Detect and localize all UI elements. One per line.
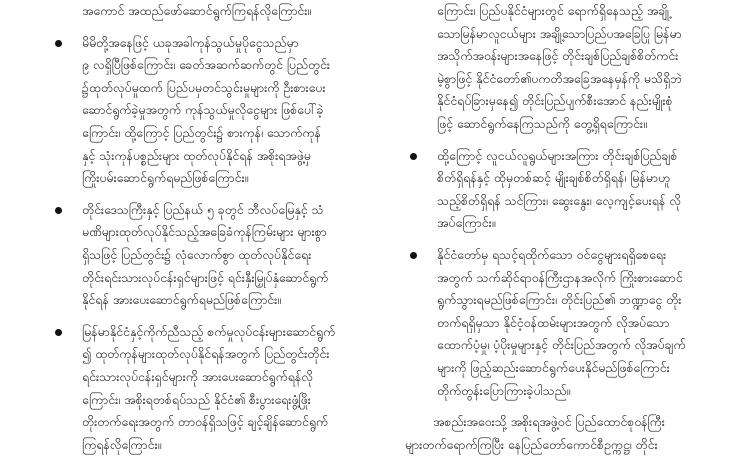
text-line: နိုင်ရန် အားပေးဆောင်ရွက်ရမည်ဖြစ်ကြောင်း။ [82, 292, 282, 308]
text-line: ရှိသဖြင့် ပြည်တွင်း၌ လုံလောက်စွာ ထုတ်လုပ်နိုင်ရေး [82, 246, 312, 262]
text-line: အသိုက်အဝန်းများအနေဖြင့် တိုင်းချစ်ပြည်ချစ်စိတ်ကင်း [437, 48, 679, 64]
text-line: မြန်မာနိုင်ငံနှင့်ကိုက်ညီသည့် စက်မှုလုပ်ငန်းများဆောင်ရွက် [82, 323, 336, 339]
text-line: ၌ထုတ်လုပ်မှုထက် ပြည်ပမှတင်သွင်းမှုများကို ဦးစားပေး [82, 79, 326, 95]
text-line: မိမိတို့အနေဖြင့် ယခုအခါကုန်သွယ်မှုပိုငွေသည်မှာ [82, 34, 299, 50]
bullet-item [405, 0, 727, 136]
text-line: တိုင်းဒေသကြီးနှင့် ပြည်နယ် ၅ ခုတွင် ဘီလပ်မြေနှင့် သံ [82, 201, 324, 217]
bullet-item [50, 32, 372, 190]
paragraph-gap [405, 402, 727, 411]
bullet-item [50, 321, 372, 457]
right-column [405, 0, 727, 456]
paragraph-gap [50, 312, 372, 321]
text-line: တက်ရရှိမှသာ နိုင်ငံ့ဝန်ထမ်းများအတွက် လိုအပ်သော [437, 314, 670, 330]
text-line: တိုက်တွန်းပြောကြားခဲ့ပါသည်။ [437, 382, 571, 398]
left-column [50, 0, 372, 456]
text-line: ၉ လရှိပြီဖြစ်ကြောင်း၊ ခေတ်အဆက်ဆက်တွင် ပြည်တွင်း [82, 57, 331, 73]
text-line: စိတ်ရှိရန်နှင့် ထိုမှတစ်ဆင့် မျိုးချစ်စိတ်ရှိရန်၊ မြန်မာဟူ [437, 170, 671, 186]
text-line: ဆောင်ရွက်ခဲ့မှုအတွက် ကုန်သွယ်မှုလိုငွေများ ဖြစ်ပေါ်ခဲ့ [82, 102, 324, 118]
text-line: အစည်းအဝေးသို့ အစိုးရအဖွဲ့ဝင် ပြည်ထောင်စုဝန်ကြီး [433, 414, 665, 430]
text-line: ကြောင်း၊ ထို့ကြောင့် ပြည်တွင်း၌ စားကုန်၊ သောက်ကုန် [82, 124, 321, 140]
text-line: ဖြင့် ဆောင်ရွက်နေကြသည်ကို တွေ့ရှိရကြောင်း။ [437, 115, 647, 131]
text-line: ရွက်သွားရမည်ဖြစ်ကြောင်း၊ တိုင်းပြည်၏ ဘဏ္ဍာငွေ တိုး [437, 292, 682, 308]
paragraph-gap [405, 136, 727, 145]
text-line: မဲ့စွာဖြင့် နိုင်ငံတော်၏ပကတိအခြေအနေမှန်ကို မသိရှိဘဲ [437, 70, 683, 86]
text-line: တိုင်းရင်းသားလုပ်ငန်းရှင်များဖြင့် ရင်းနှီးမြှုပ်နှံဆောင်ရွက် [82, 269, 329, 285]
bullet-dot-icon [55, 40, 62, 47]
text-line: အတွက် သက်ဆိုင်ရာဝန်ကြီးဌာနအလိုက် ကြိုးစားဆောင် [437, 269, 683, 285]
text-line: နိုင်ငံတော်မှ ရသင့်ရထိုက်သော ဝင်ငွေများရရှိစေရေး [437, 246, 667, 262]
bullet-dot-icon [55, 207, 62, 214]
paragraph-gap [405, 235, 727, 244]
bullet-item [405, 145, 727, 235]
paragraph-gap [50, 190, 372, 199]
text-line: နှင့် သုံးကုန်ပစ္စည်းများ ထုတ်လုပ်နိုင်ရန် အစိုးရအဖွဲ့မှ [82, 147, 311, 163]
text-line: သည့်စိတ်ရှိရန် သင်ကြား၊ ဆွေးနွေး၊ လေ့ကျင့်ပေးရန် လို [437, 192, 681, 208]
text-line: သောမြန်မာလူငယ်များ အချို့သောပြည်ပအခြေပြု မြန်မာ [437, 25, 682, 41]
bullet-item [50, 0, 372, 23]
paragraph [405, 411, 727, 456]
text-line: ရင်းသားလုပ်ငန်းရှင်များကို အားပေးဆောင်ရွက်ရန်လို [82, 368, 313, 384]
text-line: မဏိများထုတ်လုပ်နိုင်သည့်အခြေခံကုန်ကြမ်းများ များစွာ [82, 224, 327, 240]
text-line: များကို ဖြည့်ဆည်းဆောင်ရွက်ပေးနိုင်မည်ဖြစ်ကြောင်း [437, 359, 670, 375]
bullet-dot-icon [55, 329, 62, 336]
bullet-item [405, 244, 727, 402]
paragraph-gap [50, 23, 372, 32]
text-line: ကြိုးပမ်းဆောင်ရွက်ရမည်ဖြစ်ကြောင်း။ [82, 170, 249, 186]
text-line: တိုးတက်ရေးအတွက် တာဝန်ရှိသဖြင့် ချင့်ချိန်ဆောင်ရွက် [82, 414, 329, 430]
text-line: များတက်ရောက်ကြပြီး နေပြည်တော်ကောင်စီဥက္ကဋ္ဌ၊ တိုင်း [405, 436, 658, 452]
bullet-item [50, 199, 372, 312]
text-line: ထောက်ပံ့မှု၊ ပံ့ပိုးမှုများနှင့် တိုင်းပြည်အတွက် လိုအပ်ချက် [437, 337, 686, 353]
text-line: ကြောင်း၊ အစိုးရတစ်ရပ်သည် နိုင်ငံ၏ စီးပွားရေးဖွံ့ဖြိုး [82, 391, 311, 407]
text-line: ကြရန်လိုကြောင်း။ [82, 436, 162, 452]
bullet-dot-icon [410, 252, 417, 259]
text-line: ၍ ထုတ်ကုန်များထုတ်လုပ်နိုင်ရန်အတွက် ပြည်တွင်းတိုင်း [82, 346, 330, 362]
bullet-dot-icon [410, 153, 417, 160]
text-line: ထို့ကြောင့် လူငယ်လူရွယ်များအကြား တိုင်းချစ်ပြည်ချစ် [437, 147, 678, 163]
text-line: နိုင်ငံရပ်ခြားမှနေ၍ တိုင်းပြည်ပျက်စီးအောင် နည်းမျိုးစုံ [437, 93, 673, 109]
text-line: ကြောင်း၊ ပြည်ပနိုင်ငံများတွင် ရောက်ရှိနေသည့် အချို့ [437, 3, 669, 18]
text-line: အပ်ကြောင်း။ [437, 215, 496, 231]
text-line: အကောင် အထည်ဖော်ဆောင်ရွက်ကြရန်လိုကြောင်း။ [82, 3, 312, 18]
